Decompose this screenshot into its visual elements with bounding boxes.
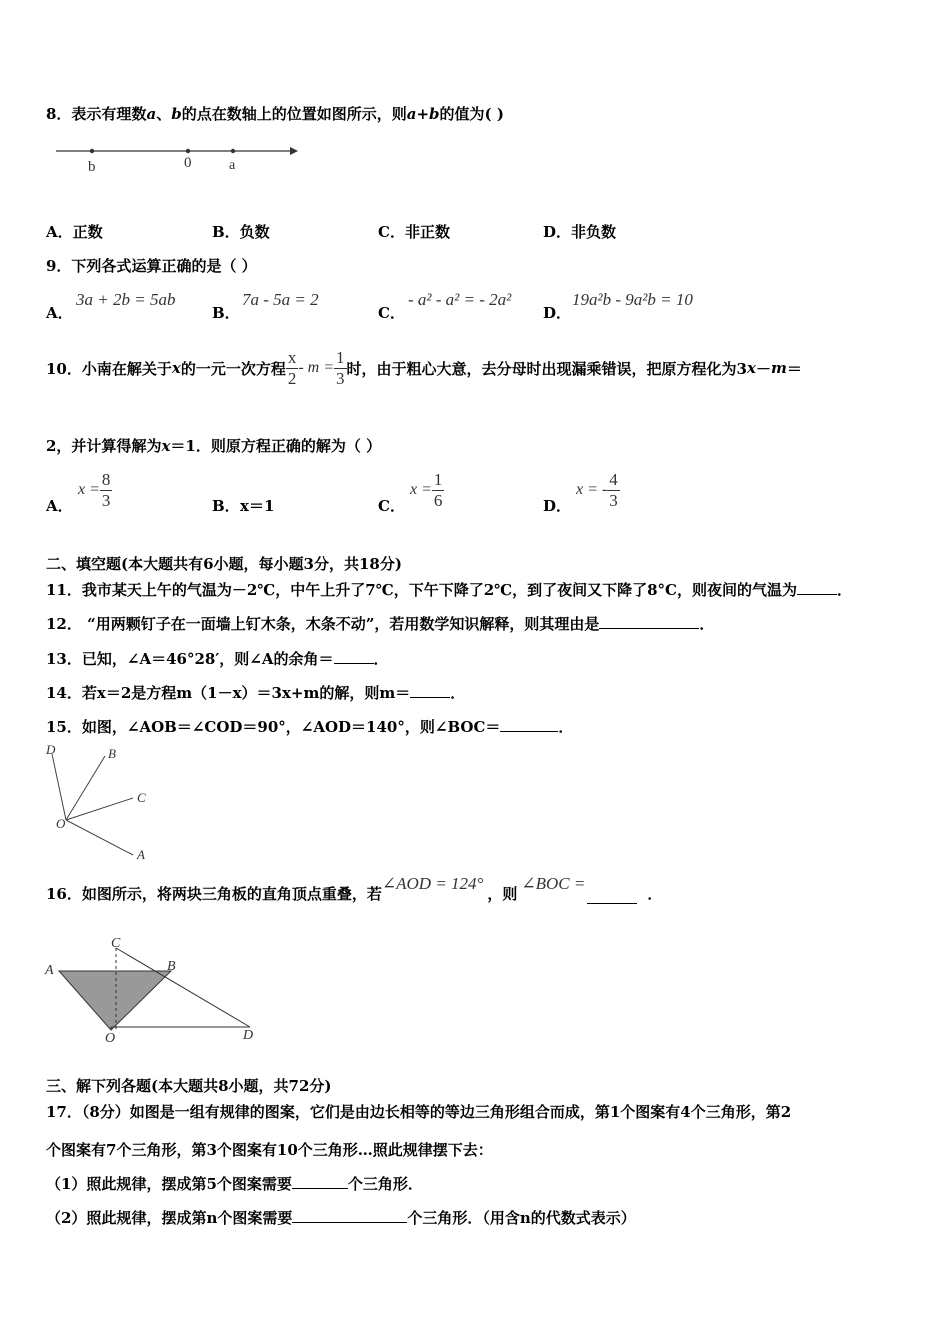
section-3-heading: 三、解下列各题(本大题共8小题，共72分) — [46, 1077, 332, 1095]
q9-option-b-label[interactable]: B． — [212, 304, 240, 322]
q15-label-o: O — [56, 816, 66, 831]
equation-fraction-x-over-2: $\frac{x}{2}$ — [287, 348, 297, 388]
q10-option-b-label[interactable]: B． — [212, 497, 240, 515]
q15-label-d: D — [46, 742, 56, 757]
equation-fraction-1-over-3: $\frac{1}{3}$ — [336, 348, 345, 388]
question-16: 16．如图所示，将两块三角板的直角顶点重叠，若 ∠AOD = 124° ，则 ∠BOC = ． — [46, 874, 663, 903]
question-17-line-1: 17．（8分）如图是一组有规律的图案，它们是由边长相等的等边三角形组合而成，第1个图案有4个三角形，第2 — [46, 1103, 792, 1121]
q15-label-c: C — [137, 790, 146, 805]
question-11: 11．我市某天上午的气温为－2℃，中午上升了7℃，下午下降了2℃，到了夜间又下降了8°C，则夜间的气温为 ． — [46, 581, 853, 599]
question-15: 15．如图，∠AOB＝∠COD＝90°，∠AOD＝140°，则∠BOC＝ ． — [46, 718, 574, 736]
answer-blank-14[interactable] — [410, 683, 450, 698]
q9-option-a-label[interactable]: A． — [46, 304, 73, 322]
q16-label-c: C — [111, 936, 121, 951]
q10-option-c-label[interactable]: C． — [378, 497, 405, 515]
q15-label-a: A — [137, 847, 145, 862]
axis-label-a: a — [229, 158, 236, 173]
answer-blank-15[interactable] — [500, 717, 558, 732]
q9-option-c-label[interactable]: C． — [378, 304, 405, 322]
q10-option-b-expr: x＝1 — [240, 497, 275, 515]
q10-option-d-label[interactable]: D． — [543, 497, 572, 515]
answer-blank-16[interactable] — [587, 889, 637, 904]
answer-blank-11[interactable] — [797, 580, 837, 595]
q16-label-d: D — [243, 1028, 254, 1043]
q10-option-a-label[interactable]: A． — [46, 497, 73, 515]
axis-label-0: 0 — [184, 155, 192, 171]
answer-blank-17-2[interactable] — [292, 1208, 407, 1223]
answer-blank-12[interactable] — [599, 614, 699, 629]
question-13: 13．已知，∠A＝46°28′，则∠A的余角＝ ． — [46, 650, 389, 668]
q8-option-d[interactable]: D．非负数 — [543, 223, 617, 241]
q9-option-c-expr: - a² - a² = - 2a² — [408, 290, 512, 309]
question-17-sub-1: （1）照此规律，摆成第5个图案需要 个三角形． — [46, 1175, 423, 1193]
question-10-line-2: 2，并计算得解为x＝1．则原方程正确的解为（ ） — [46, 437, 382, 455]
section-2-heading: 二、填空题(本大题共有6小题，每小题3分，共18分) — [46, 555, 402, 573]
question-10-line-1: 10．小南在解关于 x 的一元一次方程 $\frac{x}{2}$ - m = $\frac{1}{3}$ 时，由于粗心大意，去分母时出现漏乘错误，把原方程化为3 x － m ＝ — [46, 348, 802, 388]
q9-option-b-expr: 7a - 5a = 2 — [242, 290, 319, 309]
q9-option-d-expr: 19a²b - 9a²b = 10 — [572, 290, 693, 309]
q16-label-b: B — [167, 959, 176, 974]
question-12: 12． “用两颗钉子在一面墙上钉木条，木条不动”，若用数学知识解释，则其理由是 ． — [46, 615, 715, 633]
q16-label-o: O — [105, 1031, 116, 1046]
q8-option-a[interactable]: A．正数 — [46, 223, 103, 241]
q8-option-b[interactable]: B．负数 — [212, 223, 270, 241]
q9-option-a-expr: 3a + 2b = 5ab — [76, 290, 176, 309]
q10-option-a-expr: x = $\frac{8}{3}$ — [78, 470, 111, 510]
question-9: 9．下列各式运算正确的是（ ） — [46, 257, 257, 275]
number-line-figure — [52, 138, 302, 178]
q9-option-d-label[interactable]: D． — [543, 304, 572, 322]
q16-label-a: A — [45, 963, 54, 978]
question-17-sub-2: （2）照此规律，摆成第n个图案需要 个三角形．（用含n的代数式表示） — [46, 1209, 636, 1227]
q10-option-c-expr: x = $\frac{1}{6}$ — [410, 470, 443, 510]
question-8: 8．表示有理数a、b的点在数轴上的位置如图所示，则a+b的值为( ) — [46, 105, 504, 123]
q8-option-c[interactable]: C．非正数 — [378, 223, 450, 241]
triangle-boards-figure — [40, 932, 270, 1047]
angle-figure-q15 — [40, 740, 170, 864]
axis-label-b: b — [88, 159, 96, 175]
q10-option-d-expr: x = - $\frac{4}{3}$ — [576, 470, 618, 510]
q15-label-b: B — [108, 746, 116, 761]
answer-blank-17-1[interactable] — [292, 1174, 348, 1189]
answer-blank-13[interactable] — [334, 649, 374, 664]
question-14: 14．若x＝2是方程m（1－x）＝3x+m的解，则m＝ ． — [46, 684, 466, 702]
question-17-line-2: 个图案有7个三角形，第3个图案有10个三角形…照此规律摆下去： — [46, 1141, 493, 1159]
